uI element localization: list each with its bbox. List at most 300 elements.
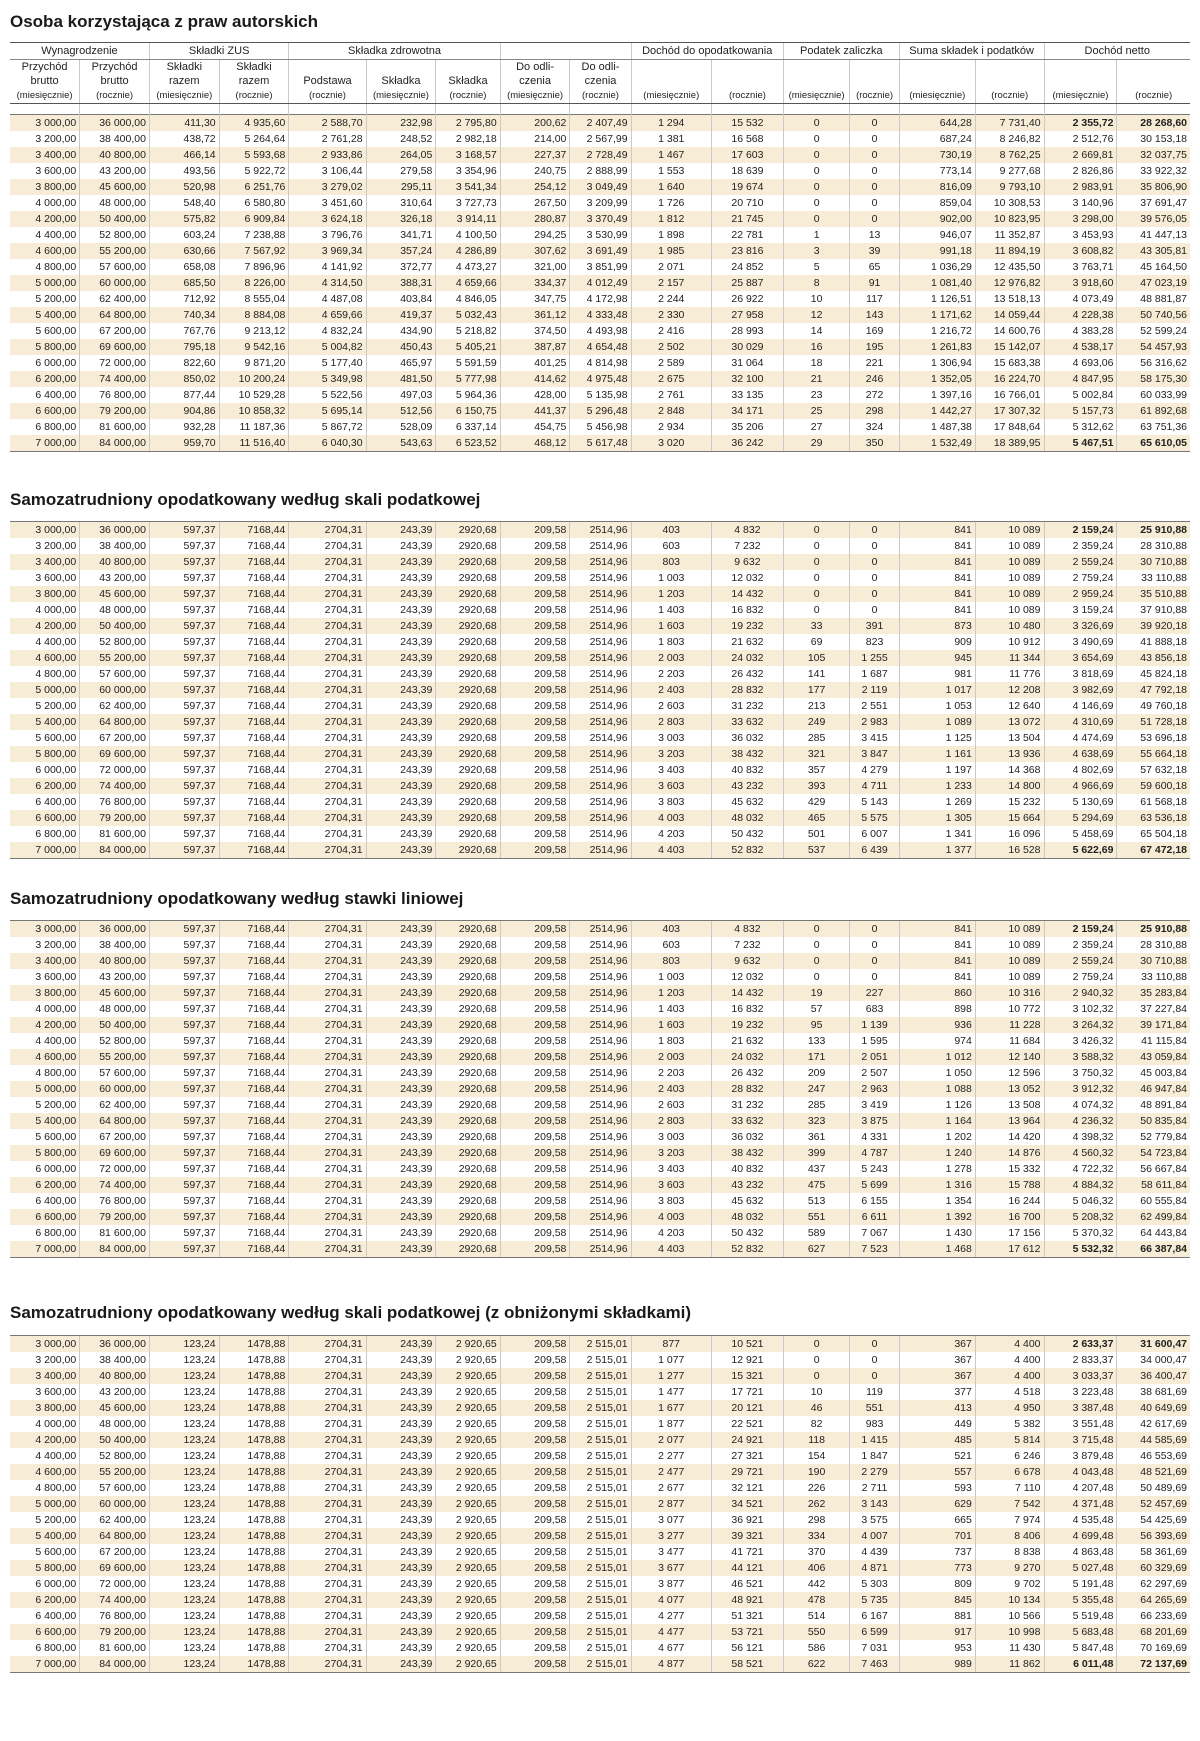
table-cell: 3 003 [631,730,711,746]
table-cell: 50 400,00 [80,1017,150,1033]
table-cell: 4 439 [850,1544,899,1560]
header-spacer [975,104,1044,115]
table-cell: 597,37 [149,1081,219,1097]
table-cell: 285 [783,730,850,746]
table-cell: 2 920,65 [436,1352,500,1368]
table-cell: 1 255 [850,650,899,666]
table-cell: 1478,88 [219,1352,289,1368]
table-cell: 50 432 [712,826,784,842]
table-cell: 72 000,00 [80,1576,150,1592]
table-cell: 7168,44 [219,618,289,634]
table-cell: 54 457,93 [1117,339,1190,355]
table-cell: 56 316,62 [1117,355,1190,371]
table-cell: 5 243 [850,1161,899,1177]
table-cell: 209,58 [500,1129,570,1145]
table-cell: 1478,88 [219,1368,289,1384]
table-cell: 1 603 [631,618,711,634]
table-cell: 5 575 [850,810,899,826]
table-row [10,1608,1190,1624]
table-row [10,1241,1190,1258]
table-cell: 2 515,01 [570,1448,631,1464]
table-cell: 877,44 [149,387,219,403]
table-cell: 246 [850,371,899,387]
table-cell: 983 [850,1416,899,1432]
table-row [10,1416,1190,1432]
table-cell: 4 832 [712,522,784,539]
table-cell: 23 816 [711,243,783,259]
table-cell: 12 032 [712,969,784,985]
table-cell: 19 232 [712,618,784,634]
table-cell: 76 800,00 [80,1193,150,1209]
table-row [10,419,1190,435]
table-cell: 2704,31 [289,969,366,985]
table-cell: 4 654,48 [570,339,631,355]
table-cell: 347,75 [500,291,570,307]
table-cell: 209,58 [500,1528,570,1544]
table-cell: 0 [783,179,850,195]
table-cell: 2920,68 [436,1145,500,1161]
table-cell: 13 508 [975,1097,1044,1113]
table-cell: 0 [783,538,850,554]
table-cell: 5 191,48 [1044,1576,1117,1592]
table-cell: 597,37 [149,810,219,826]
table-cell: 4 100,50 [436,227,500,243]
table-cell: 7168,44 [219,1209,289,1225]
table-cell: 28 310,88 [1117,538,1190,554]
table-cell: 213 [783,698,850,714]
table-cell: 323 [783,1113,850,1129]
table-cell: 227 [850,985,899,1001]
table-cell: 40 832 [712,762,784,778]
table-cell: 1 595 [850,1033,899,1049]
group-wynagrodzenie: Wynagrodzenie [10,43,149,60]
table-cell: 12 976,82 [975,275,1044,291]
table-cell: 50 400,00 [80,618,150,634]
header-spacer [366,104,436,115]
table-cell: 243,39 [366,1097,436,1113]
table-cell: 5 264,64 [219,131,289,147]
table-cell: 2514,96 [570,1081,631,1097]
table-cell: 69 600,00 [80,1560,150,1576]
table-cell: 0 [850,195,899,211]
table-cell: 2704,31 [289,1432,366,1448]
table-cell: 84 000,00 [80,842,150,859]
table-cell: 62 297,69 [1117,1576,1190,1592]
table-cell: 1 467 [631,147,711,163]
table-cell: 2704,31 [289,1528,366,1544]
table-cell: 4 236,32 [1044,1113,1117,1129]
table-cell: 4 400 [975,1336,1044,1353]
table-cell: 2 567,99 [570,131,631,147]
table-cell: 877 [631,1336,711,1353]
table-cell: 272 [850,387,899,403]
table-cell: 3 209,99 [570,195,631,211]
table-cell: 2920,68 [436,570,500,586]
table-cell: 5 004,82 [289,339,366,355]
table-cell: 1 202 [899,1129,975,1145]
table-row [10,1560,1190,1576]
table-cell: 3 575 [850,1512,899,1528]
table-cell: 2 920,65 [436,1496,500,1512]
table-cell: 6 200,00 [10,778,80,794]
table-cell: 3 370,49 [570,211,631,227]
table-cell: 370 [783,1544,850,1560]
table-cell: 254,12 [500,179,570,195]
column-header-label [366,60,436,75]
table-cell: 0 [850,953,899,969]
table-cell: 25 910,88 [1117,921,1190,938]
table-cell: 33 135 [711,387,783,403]
table-cell: 243,39 [366,1113,436,1129]
table-cell: 2514,96 [570,714,631,730]
table-cell: 438,72 [149,131,219,147]
table-cell: 243,39 [366,1592,436,1608]
table-cell: 4 400 [975,1352,1044,1368]
table-cell: 2514,96 [570,570,631,586]
table-cell: 597,37 [149,1209,219,1225]
table-cell: 55 200,00 [80,1049,150,1065]
table-cell: 2920,68 [436,826,500,842]
table-cell: 1 278 [899,1161,975,1177]
table-cell: 9 213,12 [219,323,289,339]
table-cell: 5 964,36 [436,387,500,403]
header-spacer [149,104,219,115]
table-row [10,147,1190,163]
table-cell: 597,37 [149,842,219,859]
table-cell: 2920,68 [436,1177,500,1193]
table-cell: 4 007 [850,1528,899,1544]
table-cell: 2920,68 [436,714,500,730]
table-cell: 946,07 [899,227,975,243]
table-cell: 5 312,62 [1044,419,1117,435]
table-cell: 945 [899,650,975,666]
table-cell: 12 208 [975,682,1044,698]
table-cell: 2 119 [850,682,899,698]
column-period-label: (miesięcznie) [149,88,219,104]
table-cell: 0 [850,921,899,938]
table-cell: 53 696,18 [1117,730,1190,746]
table-cell: 0 [850,131,899,147]
table-cell: 597,37 [149,1049,219,1065]
table-cell: 243,39 [366,1145,436,1161]
table-cell: 0 [850,602,899,618]
table-cell: 2 933,86 [289,147,366,163]
table-cell: 209,58 [500,1480,570,1496]
table-cell: 38 400,00 [80,131,150,147]
table-cell: 11 516,40 [219,435,289,452]
table-cell: 209,58 [500,762,570,778]
table-cell: 209,58 [500,985,570,1001]
table-cell: 0 [783,1352,850,1368]
table-cell: 2 877 [631,1496,711,1512]
table-cell: 2704,31 [289,1608,366,1624]
table-cell: 437 [783,1161,850,1177]
table-cell: 14 432 [712,985,784,1001]
table-cell: 2704,31 [289,1416,366,1432]
table-cell: 57 [783,1001,850,1017]
table-cell: 209,58 [500,666,570,682]
table-cell: 2 920,65 [436,1576,500,1592]
table-cell: 597,37 [149,634,219,650]
table-cell: 1 415 [850,1432,899,1448]
table-cell: 3 415 [850,730,899,746]
table-cell: 123,24 [149,1448,219,1464]
table-cell: 2 515,01 [570,1512,631,1528]
table-cell: 7 110 [975,1480,1044,1496]
table-cell: 593 [899,1480,975,1496]
table-cell: 2920,68 [436,1097,500,1113]
table-cell: 7168,44 [219,921,289,938]
table-cell: 3 003 [631,1129,711,1145]
column-header-label [783,74,850,88]
table-cell: 14 432 [712,586,784,602]
table-row [10,1145,1190,1161]
table-cell: 2704,31 [289,1161,366,1177]
table-cell: 1 468 [899,1241,975,1258]
table-cell: 737 [899,1544,975,1560]
table-row [10,1097,1190,1113]
table-cell: 2 559,24 [1044,554,1117,570]
table-cell: 7168,44 [219,1193,289,1209]
table-cell: 2704,31 [289,1113,366,1129]
table-cell: 2514,96 [570,1033,631,1049]
table-cell: 243,39 [366,1161,436,1177]
table-cell: 7168,44 [219,730,289,746]
table-cell: 209,58 [500,810,570,826]
table-cell: 4 310,69 [1044,714,1117,730]
table-cell: 209 [783,1065,850,1081]
table-cell: 30 710,88 [1117,953,1190,969]
table-cell: 629 [899,1496,975,1512]
table-cell: 2514,96 [570,921,631,938]
table-cell: 7168,44 [219,1001,289,1017]
table-cell: 419,37 [366,307,436,323]
group-podatek-zaliczka: Podatek zaliczka [783,43,899,60]
table-cell: 841 [899,570,975,586]
table-cell: 5 355,48 [1044,1592,1117,1608]
table-cell: 25 887 [711,275,783,291]
column-header-label [850,74,899,88]
table-cell: 2514,96 [570,1097,631,1113]
column-header-label: Do odli- [570,60,631,75]
table-cell: 4 383,28 [1044,323,1117,339]
table-cell: 6 678 [975,1464,1044,1480]
table-cell: 622 [783,1656,850,1673]
table-cell: 5 735 [850,1592,899,1608]
table-cell: 26 432 [712,666,784,682]
table-cell: 55 664,18 [1117,746,1190,762]
table-cell: 4 172,98 [570,291,631,307]
table-cell: 2 848 [631,403,711,419]
table-cell: 19 232 [712,1017,784,1033]
table-cell: 2514,96 [570,937,631,953]
table-cell: 2920,68 [436,985,500,1001]
table-cell: 123,24 [149,1576,219,1592]
table-cell: 1478,88 [219,1416,289,1432]
table-cell: 209,58 [500,794,570,810]
table-cell: 1478,88 [219,1608,289,1624]
table-cell: 39 171,84 [1117,1017,1190,1033]
table-cell: 2514,96 [570,1145,631,1161]
column-period-label: (miesięcznie) [783,88,850,104]
table-cell: 3 763,71 [1044,259,1117,275]
table-row [10,538,1190,554]
table-cell: 72 137,69 [1117,1656,1190,1673]
table-cell: 551 [783,1209,850,1225]
table-cell: 1 269 [899,794,975,810]
column-header-label: Składka [366,74,436,88]
table-cell: 243,39 [366,1225,436,1241]
table-cell: 79 200,00 [80,403,150,419]
table-author-rights [10,42,1190,452]
column-header-label: brutto [10,74,80,88]
table-reduced-contributions [10,1335,1190,1673]
table-row [10,371,1190,387]
table-cell: 6 800,00 [10,826,80,842]
table-cell: 36 000,00 [80,115,150,132]
column-header-label [783,60,850,75]
table-cell: 3 600,00 [10,570,80,586]
table-cell: 58 361,69 [1117,1544,1190,1560]
table-cell: 860 [899,985,975,1001]
table-cell: 7168,44 [219,746,289,762]
table-cell: 31 232 [712,1097,784,1113]
table-cell: 16 766,01 [975,387,1044,403]
table-cell: 14 368 [975,762,1044,778]
table-cell: 10 912 [975,634,1044,650]
table-cell: 5 000,00 [10,1081,80,1097]
table-cell: 123,24 [149,1560,219,1576]
table-cell: 9 871,20 [219,355,289,371]
table-cell: 4 802,69 [1044,762,1117,778]
table-cell: 2704,31 [289,586,366,602]
table-cell: 3 677 [631,1560,711,1576]
table-cell: 16 [783,339,850,355]
table-cell: 7168,44 [219,762,289,778]
table-cell: 4 538,17 [1044,339,1117,355]
table-cell: 6 150,75 [436,403,500,419]
table-row [10,1177,1190,1193]
table-cell: 209,58 [500,1640,570,1656]
table-cell: 7168,44 [219,666,289,682]
table-cell: 209,58 [500,937,570,953]
table-cell: 2514,96 [570,634,631,650]
table-cell: 84 000,00 [80,435,150,452]
table-cell: 53 721 [712,1624,784,1640]
table-cell: 597,37 [149,586,219,602]
table-cell: 7168,44 [219,522,289,539]
table-cell: 18 389,95 [975,435,1044,452]
table-cell: 40 832 [712,1161,784,1177]
table-cell: 9 632 [712,554,784,570]
table-cell: 45 600,00 [80,1400,150,1416]
table-cell: 1 305 [899,810,975,826]
table-cell: 60 000,00 [80,275,150,291]
table-cell: 3 400,00 [10,953,80,969]
table-cell: 209,58 [500,1001,570,1017]
table-cell: 597,37 [149,1225,219,1241]
table-cell: 3 143 [850,1496,899,1512]
table-cell: 0 [783,522,850,539]
table-cell: 2 761,28 [289,131,366,147]
table-cell: 1 687 [850,666,899,682]
table-cell: 597,37 [149,778,219,794]
table-cell: 357,24 [366,243,436,259]
table-cell: 264,05 [366,147,436,163]
table-cell: 5 405,21 [436,339,500,355]
column-period-label: (rocznie) [436,88,500,104]
table-cell: 1 088 [899,1081,975,1097]
table-cell: 209,58 [500,1576,570,1592]
table-cell: 55 200,00 [80,1464,150,1480]
table-cell: 341,71 [366,227,436,243]
table-cell: 8 406 [975,1528,1044,1544]
table-cell: 43 200,00 [80,1384,150,1400]
table-cell: 2514,96 [570,682,631,698]
table-cell: 12 640 [975,698,1044,714]
table-cell: 38 432 [712,746,784,762]
column-period-label: (rocznie) [80,88,150,104]
table-cell: 665 [899,1512,975,1528]
table-cell: 2 920,65 [436,1480,500,1496]
table-cell: 5 [783,259,850,275]
table-cell: 953 [899,1640,975,1656]
table-cell: 48 521,69 [1117,1464,1190,1480]
table-cell: 7168,44 [219,634,289,650]
table-cell: 5 200,00 [10,698,80,714]
table-cell: 14 [783,323,850,339]
table-row [10,339,1190,355]
table-cell: 51 728,18 [1117,714,1190,730]
table-cell: 267,50 [500,195,570,211]
table-cell: 5 467,51 [1044,435,1117,452]
table-cell: 685,50 [149,275,219,291]
table-cell: 209,58 [500,634,570,650]
table-cell: 39 576,05 [1117,211,1190,227]
table-cell: 5 000,00 [10,1496,80,1512]
table-cell: 2704,31 [289,1464,366,1480]
table-cell: 6 007 [850,826,899,842]
table-cell: 1 812 [631,211,711,227]
table-cell: 4 832 [712,921,784,938]
table-cell: 209,58 [500,1177,570,1193]
table-cell: 24 852 [711,259,783,275]
table-cell: 5 208,32 [1044,1209,1117,1225]
table-cell: 243,39 [366,682,436,698]
table-row [10,323,1190,339]
table-cell: 6 246 [975,1448,1044,1464]
table-cell: 4 403 [631,842,711,859]
table-row [10,1113,1190,1129]
table-cell: 3 000,00 [10,115,80,132]
table-cell: 3 279,02 [289,179,366,195]
table-cell: 58 175,30 [1117,371,1190,387]
table-cell: 95 [783,1017,850,1033]
table-cell: 5 296,48 [570,403,631,419]
table-cell: 11 228 [975,1017,1044,1033]
table-cell: 2 157 [631,275,711,291]
table-cell: 5 458,69 [1044,826,1117,842]
section-title-tax-scale: Samozatrudniony opodatkowany według skali podatkowej [10,490,481,509]
table-cell: 243,39 [366,810,436,826]
table-cell: 57 600,00 [80,666,150,682]
table-cell: 7168,44 [219,1161,289,1177]
table-cell: 3 403 [631,762,711,778]
table-cell: 5 143 [850,794,899,810]
table-cell: 2514,96 [570,554,631,570]
table-cell: 1 847 [850,1448,899,1464]
table-cell: 2 728,49 [570,147,631,163]
